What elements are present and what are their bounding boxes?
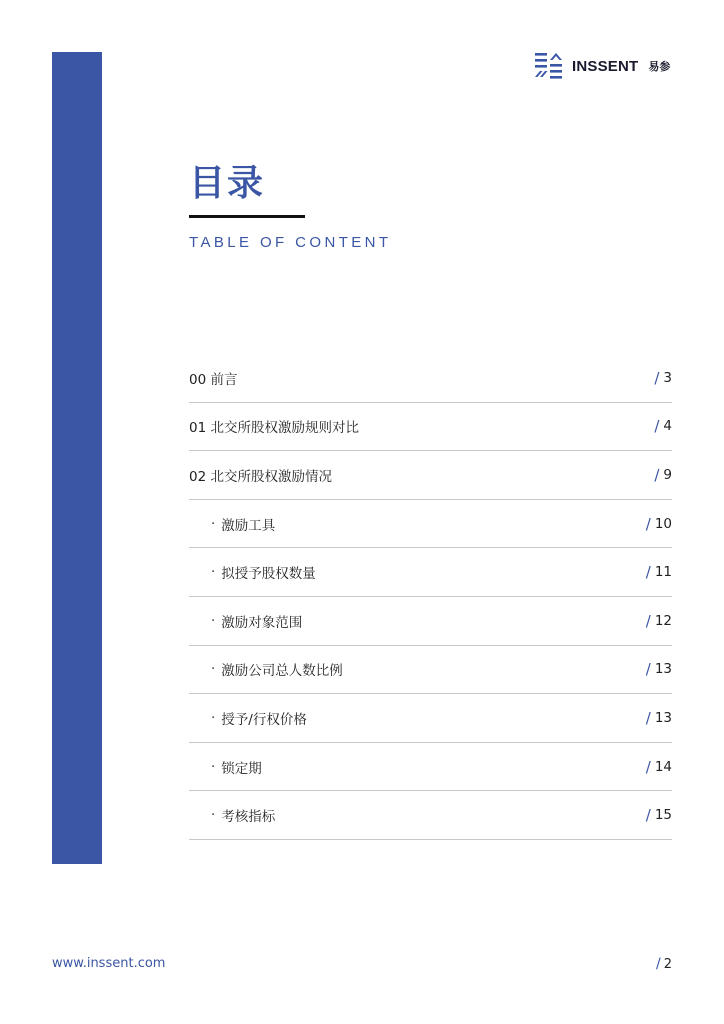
toc-item[interactable] (189, 791, 672, 840)
toc-item[interactable] (189, 646, 672, 695)
bullet-dot-icon: · (211, 515, 216, 532)
page-slash-icon: / (645, 563, 651, 582)
bullet-dot-icon: · (211, 758, 216, 775)
toc-item-label: 01 北交所股权激励规则对比 (189, 420, 359, 437)
page-slash-icon: / (654, 417, 660, 436)
logo-cn-name: 易参 (648, 60, 671, 73)
toc-item-label: 激励工具 (221, 517, 276, 534)
toc-item-label: 激励对象范围 (221, 614, 303, 631)
toc-item-page (646, 612, 672, 630)
toc-item-label: 拟授予股权数量 (221, 566, 316, 583)
bullet-dot-icon: · (211, 709, 216, 726)
toc-item-label-wrap (189, 368, 237, 388)
toc-item[interactable] (189, 403, 672, 452)
title-underline (189, 215, 305, 218)
logo-wordmark: INSSENT (572, 57, 639, 75)
toc-item-label-wrap (189, 805, 275, 825)
toc-item-label: 锁定期 (221, 760, 262, 777)
page-subtitle: TABLE OF CONTENT (189, 234, 392, 251)
toc-item-page (646, 515, 672, 533)
toc-item-label: 授予/行权价格 (221, 711, 307, 728)
toc-item-page-number: 14 (654, 758, 672, 775)
footer-page-number (656, 956, 672, 972)
toc-item-page (646, 806, 672, 824)
toc-item-label-wrap (189, 708, 307, 728)
toc-item-page-number: 11 (654, 564, 672, 581)
table-of-contents (189, 354, 672, 840)
footer-page-value: 2 (663, 956, 672, 972)
toc-item[interactable] (189, 451, 672, 500)
toc-item-label-wrap (189, 659, 343, 679)
toc-item-page-number: 15 (654, 807, 672, 824)
bullet-dot-icon: · (211, 612, 216, 629)
toc-item-page (654, 417, 672, 435)
toc-item-label: 02 北交所股权激励情况 (189, 468, 332, 485)
toc-item-label-wrap (189, 611, 302, 631)
toc-item-label: 00 前言 (189, 371, 238, 388)
toc-item[interactable] (189, 743, 672, 792)
toc-item[interactable] (189, 500, 672, 549)
toc-item-label: 激励公司总人数比例 (221, 663, 343, 680)
toc-item[interactable] (189, 548, 672, 597)
page-slash-icon: / (645, 806, 651, 825)
toc-item-label: 考核指标 (221, 809, 276, 826)
page-slash-icon: / (645, 660, 651, 679)
page-slash-icon: / (645, 514, 651, 533)
toc-item[interactable] (189, 694, 672, 743)
bullet-dot-icon: · (211, 564, 216, 581)
bullet-dot-icon: · (211, 661, 216, 678)
bullet-dot-icon: · (211, 807, 216, 824)
toc-item[interactable] (189, 597, 672, 646)
inssent-logo-icon (534, 51, 564, 81)
toc-item-page-number: 10 (654, 515, 672, 532)
side-accent-bar (52, 52, 102, 864)
toc-item-label-wrap (189, 514, 275, 534)
toc-item-page-number: 3 (663, 369, 672, 386)
page-slash-icon: / (645, 708, 651, 727)
page-slash-icon: / (654, 465, 660, 484)
toc-item-page-number: 12 (654, 612, 672, 629)
toc-item-page (646, 758, 672, 776)
page-title: 目录 (189, 163, 266, 204)
toc-item-page (646, 660, 672, 678)
toc-item[interactable] (189, 354, 672, 403)
page-slash-icon: / (656, 956, 661, 972)
toc-item-label-wrap (189, 562, 316, 582)
toc-item-page-number: 9 (663, 466, 672, 483)
toc-item-label-wrap (189, 757, 262, 777)
toc-item-page (654, 369, 672, 387)
page-slash-icon: / (645, 757, 651, 776)
toc-item-label-wrap (189, 465, 332, 485)
footer-website-link[interactable]: www.inssent.com (52, 956, 166, 971)
toc-item-page (646, 563, 672, 581)
toc-item-page-number: 13 (654, 661, 672, 678)
toc-item-page (654, 466, 672, 484)
page-slash-icon: / (654, 368, 660, 387)
brand-logo[interactable] (534, 50, 670, 82)
toc-item-label-wrap (189, 416, 359, 436)
page-slash-icon: / (645, 611, 651, 630)
toc-item-page (646, 709, 672, 727)
toc-item-page-number: 13 (654, 709, 672, 726)
toc-item-page-number: 4 (663, 418, 672, 435)
